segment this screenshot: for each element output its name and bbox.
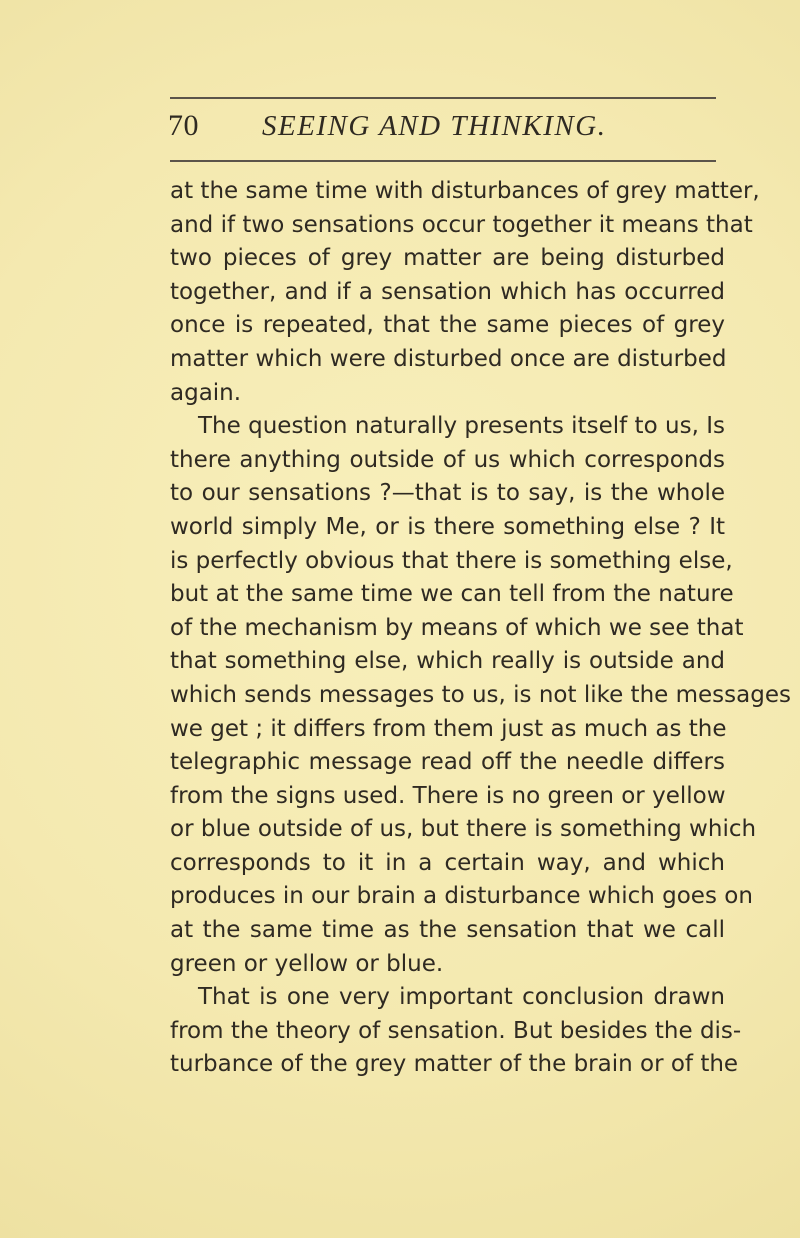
text-line: from the theory of sensation. But besides the dis- bbox=[170, 1017, 742, 1044]
text-line: turbance of the grey matter of the brain or of the bbox=[170, 1051, 739, 1078]
text-line: once is repeated, that the same pieces of grey bbox=[170, 312, 725, 339]
text-line: that something else, which really is outside and bbox=[170, 648, 725, 675]
text-line: world simply Me, or is there something else ? It bbox=[170, 513, 725, 540]
text-line: there anything outside of us which corresponds bbox=[170, 446, 725, 473]
header-top-rule bbox=[170, 97, 716, 99]
text-line: green or yellow or blue. bbox=[170, 950, 444, 977]
text-line: which sends messages to us, is not like the messages bbox=[170, 681, 791, 708]
page-number: 70 bbox=[168, 109, 199, 142]
header-bottom-rule bbox=[170, 160, 716, 162]
text-line: we get ; it differs from them just as much as the bbox=[170, 715, 727, 742]
text-line: of the mechanism by means of which we see that bbox=[170, 614, 744, 641]
text-line: matter which were disturbed once are disturbed bbox=[170, 345, 727, 372]
running-head: SEEING AND THINKING. bbox=[262, 110, 607, 142]
text-line: or blue outside of us, but there is something which bbox=[170, 816, 757, 843]
text-line: telegraphic message read off the needle differs bbox=[170, 749, 725, 776]
text-line: together, and if a sensation which has occurred bbox=[170, 278, 725, 305]
text-line: produces in our brain a disturbance which goes on bbox=[170, 883, 753, 910]
text-line: at the same time with disturbances of grey matter, bbox=[170, 178, 760, 204]
text-line: but at the same time we can tell from the nature bbox=[170, 581, 734, 608]
text-line: corresponds to it in a certain way, and which bbox=[170, 849, 725, 876]
text-line: That is one very important conclusion drawn bbox=[198, 984, 725, 1011]
text-line: two pieces of grey matter are being disturbed bbox=[170, 245, 725, 272]
text-line: from the signs used. There is no green or yellow bbox=[170, 782, 726, 809]
text-line: is perfectly obvious that there is something else, bbox=[170, 547, 733, 574]
text-line: again. bbox=[170, 379, 242, 406]
text-line: to our sensations ?—that is to say, is the whole bbox=[170, 480, 725, 507]
text-line: and if two sensations occur together it means that bbox=[170, 211, 753, 238]
text-line: The question naturally presents itself to us, Is bbox=[198, 413, 725, 440]
body-text bbox=[170, 175, 791, 1082]
text-line: at the same time as the sensation that we call bbox=[170, 917, 725, 944]
